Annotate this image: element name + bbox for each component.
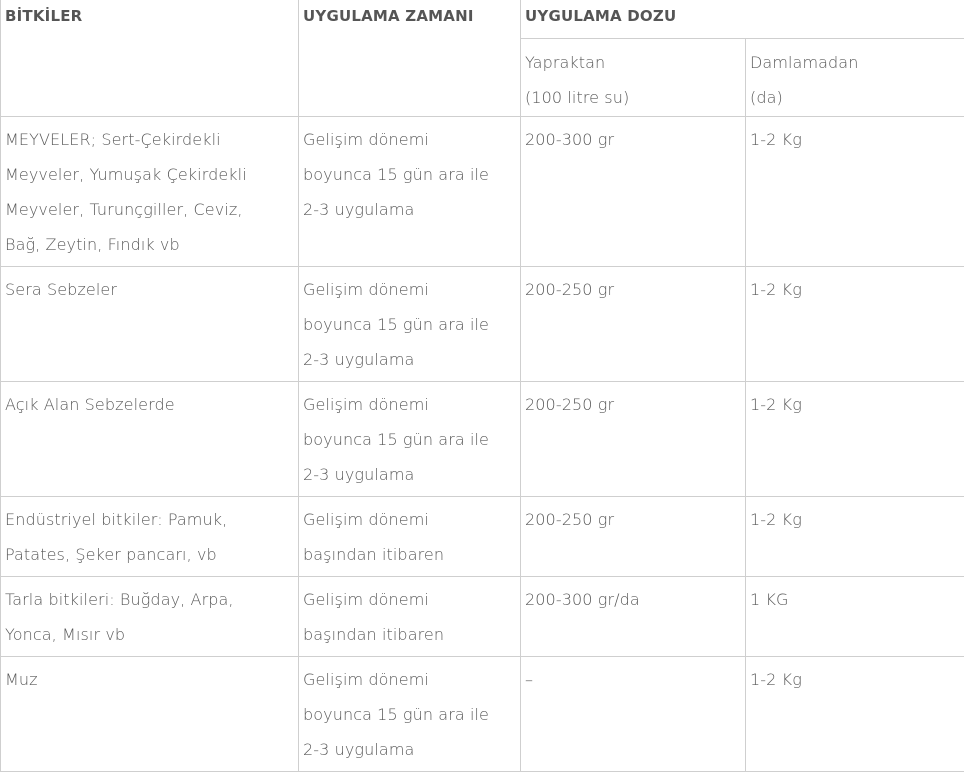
- cell-time: [299, 657, 521, 772]
- table-row: [1, 577, 964, 657]
- header-crops: [1, 0, 299, 117]
- cell-foliar-text: 200-250 gr: [525, 502, 745, 537]
- cell-time: [299, 117, 521, 267]
- header-drip: [746, 39, 964, 117]
- cell-foliar: [521, 267, 746, 382]
- table-row: [1, 382, 964, 497]
- cell-crops-text: Endüstriyel bitkiler: Pamuk, Patates, Şeker pancarı, vb: [5, 502, 298, 572]
- cell-time: [299, 577, 521, 657]
- cell-crops-text: Açık Alan Sebzelerde: [5, 387, 298, 422]
- cell-drip: [746, 117, 964, 267]
- cell-drip-text: 1-2 Kg: [750, 272, 964, 307]
- cell-drip-text: 1-2 Kg: [750, 502, 964, 537]
- cell-drip: [746, 577, 964, 657]
- cell-crops-text: Tarla bitkileri: Buğday, Arpa, Yonca, Mısır vb: [5, 582, 298, 652]
- cell-foliar: [521, 117, 746, 267]
- cell-drip: [746, 497, 964, 577]
- table-row: [1, 497, 964, 577]
- cell-foliar-text: 200-300 gr/da: [525, 582, 745, 617]
- cell-drip: [746, 267, 964, 382]
- cell-time-text: Gelişim dönemi başından itibaren: [303, 582, 520, 652]
- cell-crops: [1, 657, 299, 772]
- header-foliar-label: Yapraktan (100 litre su): [525, 45, 745, 115]
- cell-crops-text: Sera Sebzeler: [5, 272, 298, 307]
- cell-crops-text: Muz: [5, 662, 298, 697]
- table-row: [1, 267, 964, 382]
- cell-drip-text: 1-2 Kg: [750, 662, 964, 697]
- cell-time: [299, 497, 521, 577]
- table-row: [1, 657, 964, 772]
- cell-foliar: [521, 657, 746, 772]
- cell-time-text: Gelişim dönemi boyunca 15 gün ara ile 2-3 uygulama: [303, 272, 520, 377]
- cell-crops: [1, 577, 299, 657]
- header-application-dose: [521, 0, 964, 39]
- cell-foliar: [521, 497, 746, 577]
- header-crops-label: BİTKİLER: [5, 0, 298, 33]
- header-application-time: [299, 0, 521, 117]
- cell-crops: [1, 267, 299, 382]
- cell-time-text: Gelişim dönemi boyunca 15 gün ara ile 2-3 uygulama: [303, 122, 520, 227]
- cell-crops: [1, 497, 299, 577]
- cell-foliar: [521, 577, 746, 657]
- cell-foliar: [521, 382, 746, 497]
- header-application-time-label: UYGULAMA ZAMANI: [303, 0, 520, 33]
- cell-time: [299, 267, 521, 382]
- cell-foliar-text: –: [525, 662, 745, 697]
- cell-time: [299, 382, 521, 497]
- cell-drip: [746, 382, 964, 497]
- cell-drip: [746, 657, 964, 772]
- table-row: [1, 117, 964, 267]
- cell-foliar-text: 200-250 gr: [525, 272, 745, 307]
- cell-foliar-text: 200-300 gr: [525, 122, 745, 157]
- cell-drip-text: 1-2 Kg: [750, 387, 964, 422]
- cell-drip-text: 1 KG: [750, 582, 964, 617]
- header-drip-label: Damlamadan (da): [750, 45, 964, 115]
- header-row: [1, 0, 964, 39]
- header-foliar: [521, 39, 746, 117]
- cell-crops-text: MEYVELER; Sert-Çekirdekli Meyveler, Yumuşak Çekirdekli Meyveler, Turunçgiller, Ceviz, Bağ, Zeytin, Fındık vb: [5, 122, 298, 262]
- header-application-dose-label: UYGULAMA DOZU: [525, 0, 964, 33]
- cell-time-text: Gelişim dönemi boyunca 15 gün ara ile 2-3 uygulama: [303, 662, 520, 767]
- cell-time-text: Gelişim dönemi başından itibaren: [303, 502, 520, 572]
- cell-crops: [1, 382, 299, 497]
- cell-crops: [1, 117, 299, 267]
- cell-foliar-text: 200-250 gr: [525, 387, 745, 422]
- cell-drip-text: 1-2 Kg: [750, 122, 964, 157]
- cell-time-text: Gelişim dönemi boyunca 15 gün ara ile 2-3 uygulama: [303, 387, 520, 492]
